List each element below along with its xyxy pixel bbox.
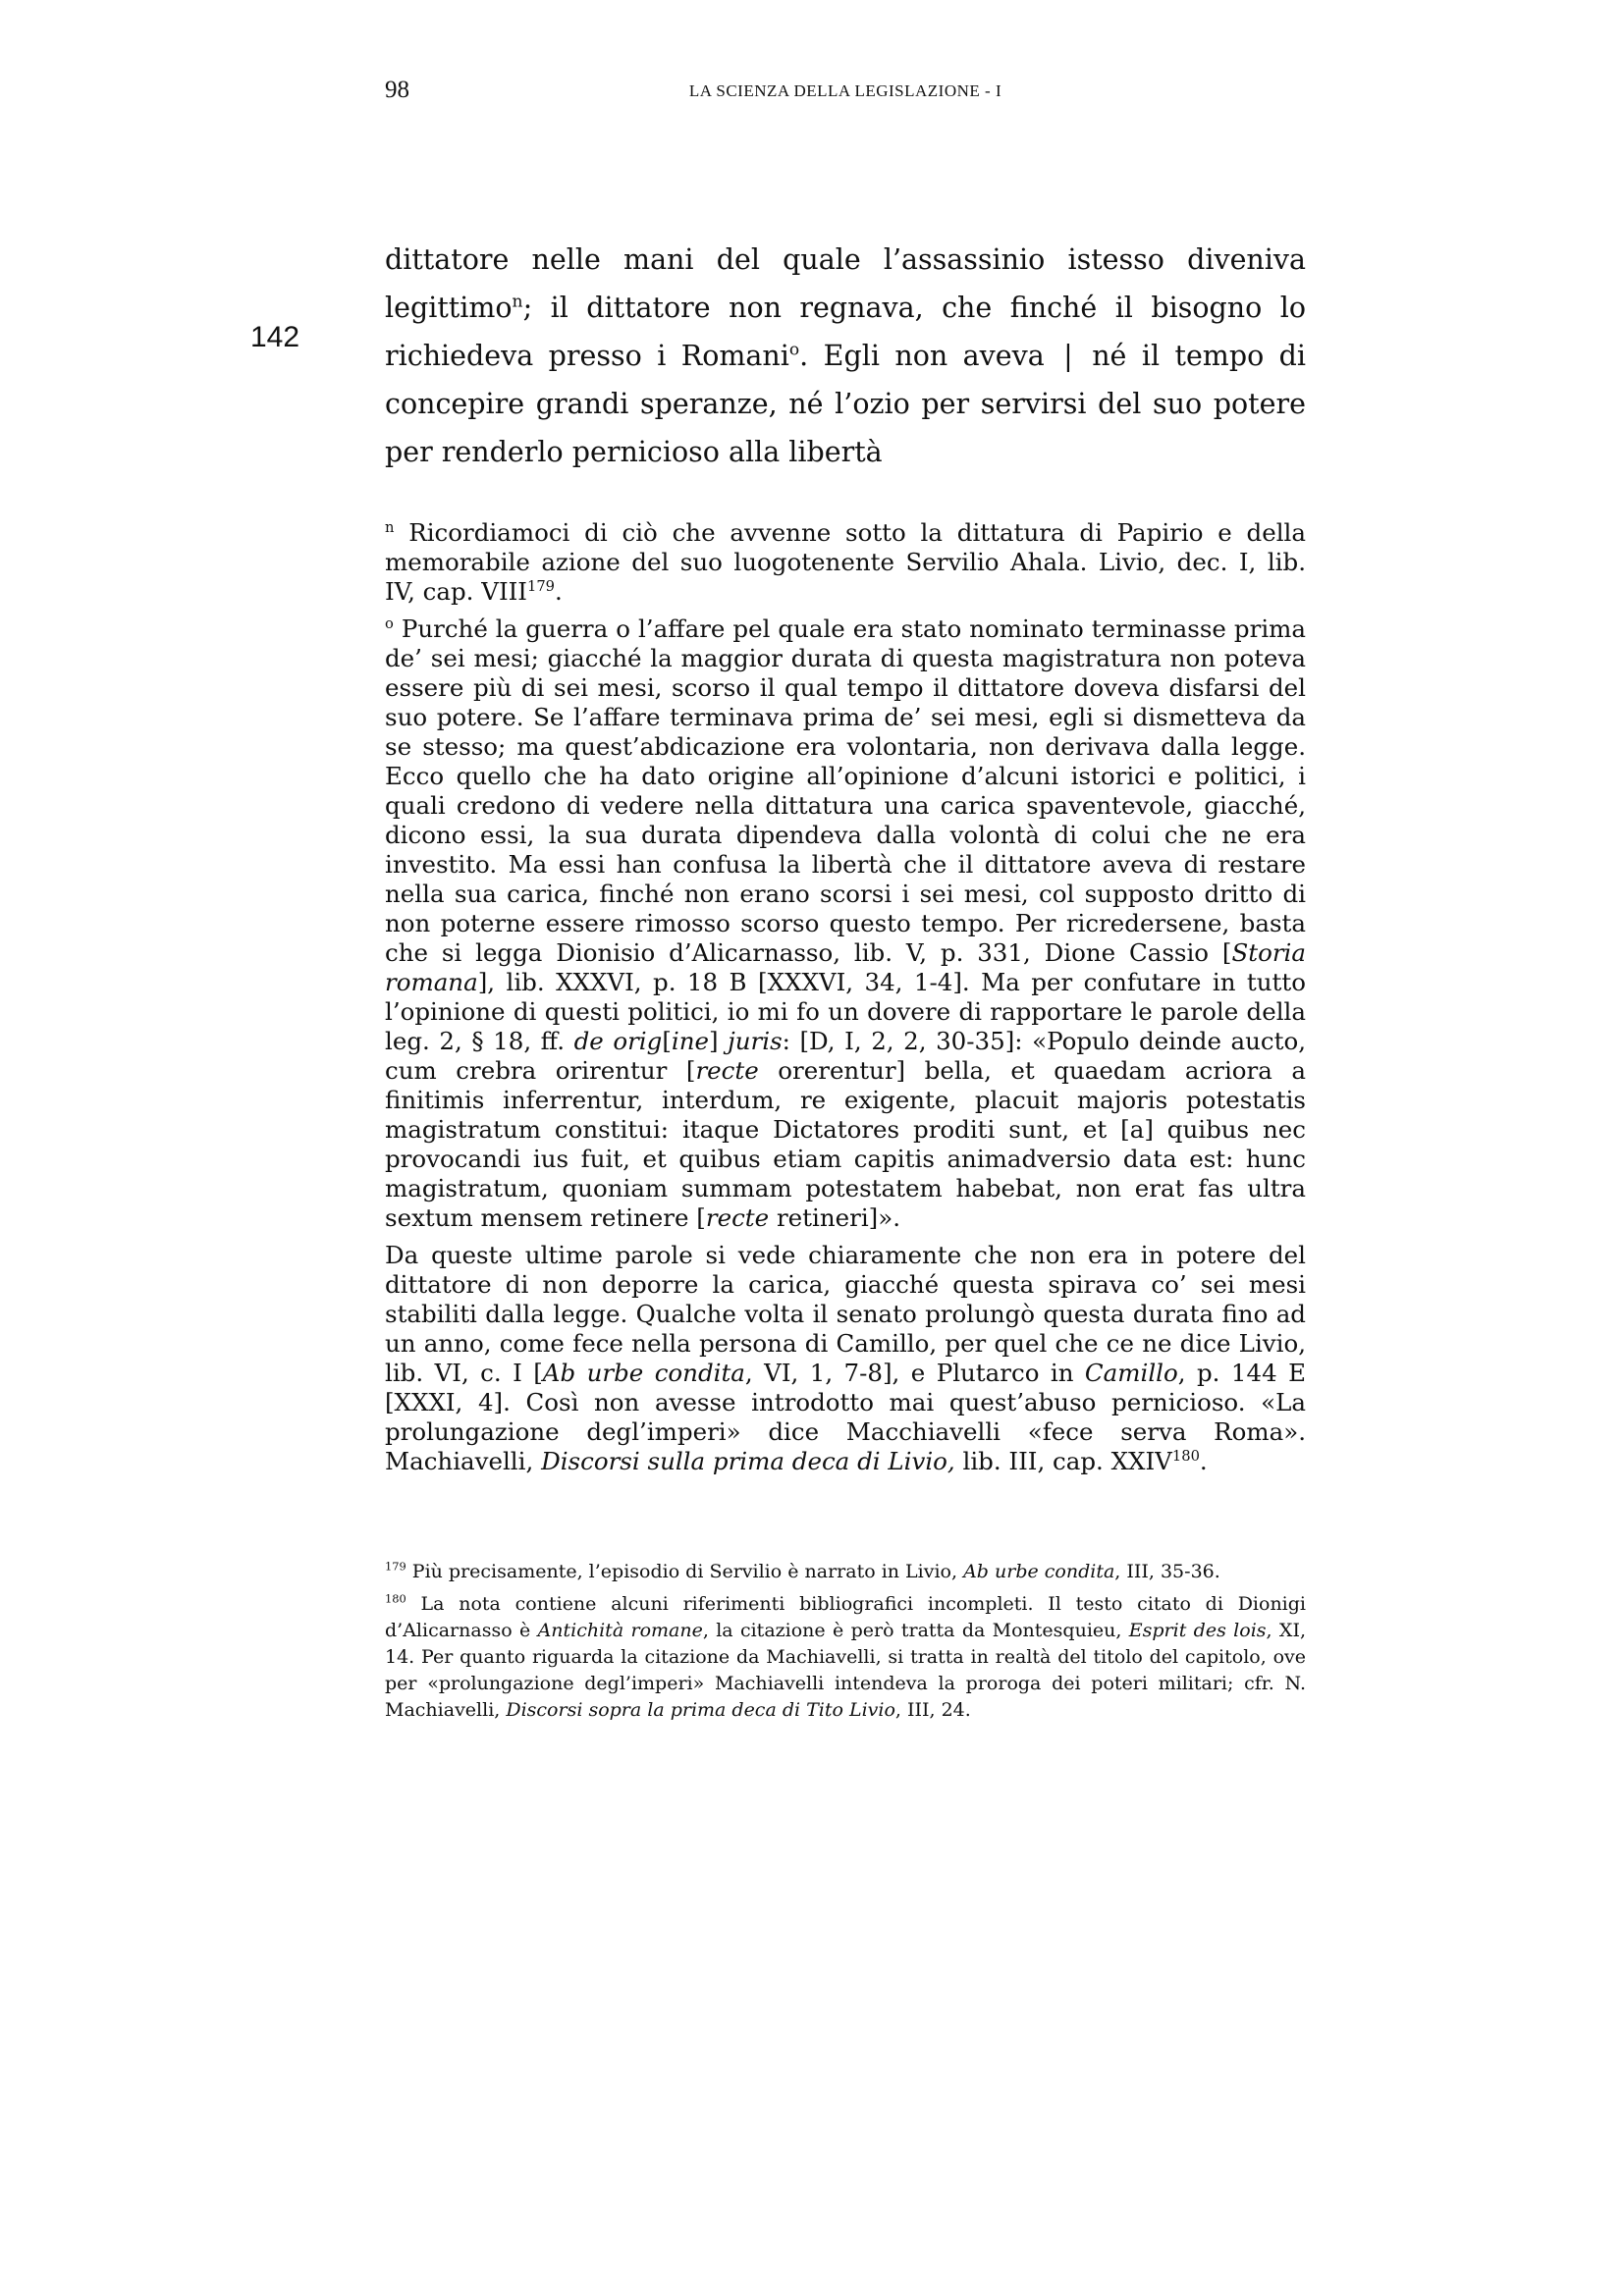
editor-note-text: , XI, 14. Per quanto riguarda la citazione da Machiavelli, si tratta in realtà del titolo del capitolo, ove per «prolungazione degl’imperi» Machiavelli intendeva la proroga dei poteri militari; cfr. N. Machiavelli,	[385, 1620, 1306, 1721]
note-italic: recte	[705, 1203, 770, 1232]
note-marker: o	[385, 614, 394, 632]
note-ref-o[interactable]: o	[788, 340, 800, 360]
note-text: Ricordiamoci di ciò che avvenne sotto la dittatura di Papirio e della memorabile azione del suo luogotenente Servilio Ahala. Livio, dec. I, lib. IV, cap. VIII	[385, 518, 1306, 606]
note-text: .	[555, 577, 563, 606]
note-text: Da queste ultime parole si vede chiaramente che non era in potere del dittatore di non deporre la carica, giacché questa spirava co’ sei mesi stabiliti dalla legge. Qualche volta il senato prolungò questa durata fino ad un anno, come fece nella persona di Camillo, per quel che ce ne dice Livio, lib. VI, c. I [	[385, 1241, 1306, 1387]
note-text: ]	[709, 1027, 729, 1055]
note-text: .	[1199, 1447, 1208, 1475]
editor-note-italic: Ab urbe condita	[963, 1561, 1115, 1582]
editor-note-text: La nota contiene alcuni riferimenti bibliografici incompleti. Il testo citato di Dionigi d’Alicarnasso è	[385, 1593, 1306, 1641]
note-italic: recte	[695, 1056, 759, 1085]
note-text: Purché la guerra o l’affare pel quale era stato nominato terminasse prima de’ sei mesi; giacché la maggior durata di questa magistratura non poteva essere più di sei mesi, scorso il qual tempo il dittatore doveva disfarsi del suo potere. Se l’affare terminava prima de’ sei mesi, egli si dismetteva da se stesso; ma quest’abdicazione era volontaria, non derivava dalla legge. Ecco quello che ha dato origine all’opinione d’alcuni istorici e politici, i quali credono di vedere nella dittatura una carica spaventevole, giacché, dicono essi, la sua durata dipendeva dalla volontà di colui che ne era investito. Ma essi han confusa la libertà che il dittatore aveva di restare nella sua carica, finché non erano scorsi i sei mesi, col supposto dritto di non poterne essere rimosso scorso questo tempo. Per ricredersene, basta che si legga Dionisio d’Alicarnasso, lib. V, p. 331, Dione Cassio [	[385, 614, 1306, 967]
note-n	[385, 518, 1306, 607]
page-number: 98	[385, 77, 409, 103]
note-text: retineri]».	[769, 1203, 900, 1232]
note-italic: Ab urbe condita	[542, 1359, 745, 1387]
note-italic: de orig	[573, 1027, 663, 1055]
editor-note-ref[interactable]: 179	[526, 577, 556, 595]
note-italic: ine	[671, 1027, 710, 1055]
editor-note-text: , III, 35-36.	[1114, 1561, 1220, 1582]
editor-note-179	[385, 1559, 1306, 1585]
note-marker: n	[385, 518, 395, 536]
note-italic: juris	[728, 1027, 783, 1055]
editor-note-ref[interactable]: 180	[1171, 1447, 1200, 1465]
editor-note-italic: Esprit des lois	[1128, 1620, 1267, 1641]
editor-note-text: , III, 24.	[894, 1699, 971, 1721]
editor-notes	[385, 1559, 1306, 1730]
editor-note-180	[385, 1591, 1306, 1724]
author-notes	[385, 518, 1306, 1484]
note-text: , VI, 1, 7-8], e Plutarco in	[744, 1359, 1085, 1387]
note-italic: Camillo	[1084, 1359, 1178, 1387]
note-text: : [D, I, 2, 2, 30-35]: «Populo deinde aucto, cum crebra orirentur [	[385, 1027, 1307, 1085]
note-italic: Storia romana	[385, 938, 1306, 996]
note-o-continued	[385, 1241, 1306, 1476]
note-text: [	[662, 1027, 672, 1055]
editor-note-italic: Antichità romane	[537, 1620, 703, 1641]
editor-note-text: , la citazione è però tratta da Montesquieu,	[702, 1620, 1129, 1641]
editor-note-number: 180	[385, 1591, 406, 1606]
note-text: orerentur] bella, et quaedam acriora a finitimis inferrentur, interdum, re exigente, placuit majoris potestatis magistratum constitui: itaque Dictatores proditi sunt, et [a] quibus nec provocandi ius fuit, et quibus etiam capitis animadversio data est: hunc magistratum, quoniam summam potestatem habebat, non erat fas ultra sextum mensem retinere [	[385, 1056, 1306, 1232]
editor-note-number: 179	[385, 1559, 406, 1574]
note-italic: Discorsi sulla prima deca di Livio,	[541, 1447, 955, 1475]
main-text	[385, 236, 1306, 476]
running-header	[385, 77, 1306, 110]
note-text: ], lib. XXXVI, p. 18 B [XXXVI, 34, 1-4]. Ma per confutare in tutto l’opinione di questi politici, io mi fo un dovere di rapportare le parole della leg. 2, § 18, ff.	[385, 968, 1306, 1055]
running-title: LA SCIENZA DELLA LEGISLAZIONE - I	[688, 81, 1002, 100]
main-text-part: dittatore nelle mani del quale l’assassinio istesso diveniva legittimo	[385, 243, 1306, 324]
note-ref-n[interactable]: n	[512, 292, 523, 312]
editor-note-text: Più precisamente, l’episodio di Servilio è narrato in Livio,	[406, 1561, 964, 1582]
main-text-part: ; il dittatore non regnava, che finché il bisogno lo richiedeva presso i Romani	[385, 292, 1306, 372]
margin-page-reference: 142	[250, 321, 300, 353]
editor-note-italic: Discorsi sopra la prima deca di Tito Livio	[506, 1699, 895, 1721]
note-text: lib. III, cap. XXIV	[954, 1447, 1172, 1475]
page-break-marker: |	[1063, 340, 1073, 372]
note-text: , p. 144 E [XXXI, 4]. Così non avesse introdotto mai quest’abuso pernicioso. «La prolungazione degl’imperi» dice Macchiavelli «fece serva Roma». Machiavelli,	[385, 1359, 1306, 1475]
note-o	[385, 614, 1306, 1233]
main-text-part: . Egli non aveva	[799, 340, 1045, 372]
main-text-part: né il tempo di concepire grandi speranze, né l’ozio per servirsi del suo potere per renderlo pernicioso alla libertà	[385, 340, 1307, 468]
